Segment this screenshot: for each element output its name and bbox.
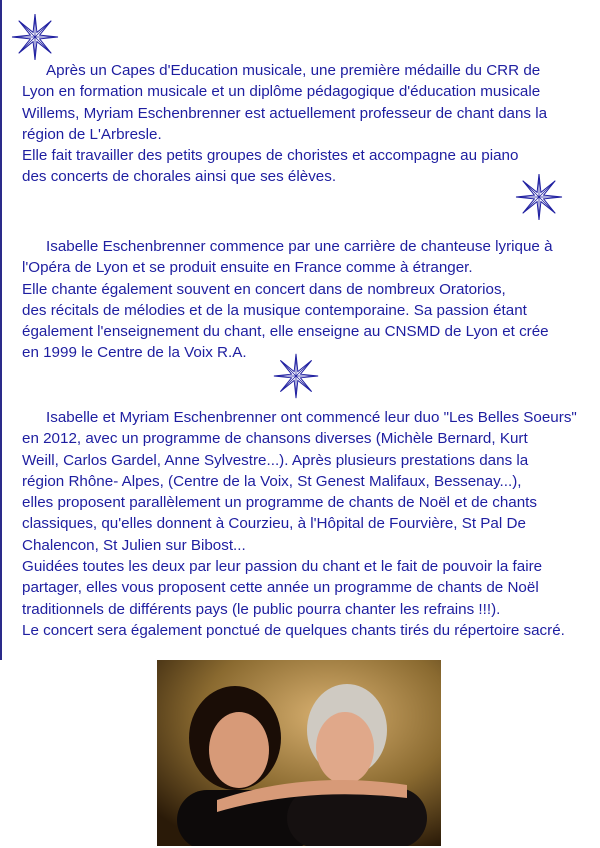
text-line: elles proposent parallèlement un programme de chants de Noël et de chants	[22, 494, 537, 512]
photo-of-two-singers	[157, 660, 441, 846]
text-line: région de L'Arbresle.	[22, 125, 162, 143]
text-line: des récitals de mélodies et de la musique contemporaine. Sa passion étant	[22, 301, 527, 319]
text-line: classiques, qu'elles donnent à Courzieu, à l'Hôpital de Fourvière, St Pal De	[22, 515, 526, 533]
page-left-border	[0, 0, 2, 660]
text-line: traditionnels de différents pays (le public pourra chanter les refrains !!!).	[22, 600, 501, 618]
text-line: Elle fait travailler des petits groupes de choristes et accompagne au piano	[22, 147, 519, 165]
text-line: Guidées toutes les deux par leur passion du chant et le fait de pouvoir la faire	[22, 558, 543, 576]
paragraph-myriam-bio	[22, 60, 587, 188]
text-line: région Rhône- Alpes, (Centre de la Voix, St Genest Malifaux, Bessenay...),	[22, 472, 522, 490]
text-line: Chalencon, St Julien sur Bibost...	[22, 536, 246, 554]
text-line: Isabelle et Myriam Eschenbrenner ont commencé leur duo "Les Belles Soeurs"	[46, 409, 577, 426]
text-line: Willems, Myriam Eschenbrenner est actuellement professeur de chant dans la	[22, 104, 548, 122]
text-line: Isabelle Eschenbrenner commence par une carrière de chanteuse lyrique à	[46, 238, 553, 255]
text-line: en 1999 le Centre de la Voix R.A.	[22, 344, 247, 362]
text-line: partager, elles vous proposent cette année un programme de chants de Noël	[22, 579, 539, 597]
star-ornament-icon	[10, 12, 60, 62]
paragraph-isabelle-bio	[22, 236, 587, 364]
text-line: Après un Capes d'Education musicale, une première médaille du CRR de	[46, 62, 541, 79]
text-line: Elle chante également souvent en concert dans de nombreux Oratorios,	[22, 280, 506, 298]
text-line: Le concert sera également ponctué de quelques chants tirés du répertoire sacré.	[22, 621, 565, 639]
text-line: en 2012, avec un programme de chansons diverses (Michèle Bernard, Kurt	[22, 430, 528, 448]
text-line: Weill, Carlos Gardel, Anne Sylvestre...). Après plusieurs prestations dans la	[22, 451, 529, 469]
text-line: également l'enseignement du chant, elle enseigne au CNSMD de Lyon et crée	[22, 323, 549, 341]
paragraph-duo-description	[22, 407, 587, 641]
text-line: l'Opéra de Lyon et se produit ensuite en France comme à étranger.	[22, 259, 473, 277]
text-line: des concerts de chorales ainsi que ses élèves.	[22, 168, 337, 186]
text-line: Lyon en formation musicale et un diplôme pédagogique d'éducation musicale	[22, 83, 541, 101]
